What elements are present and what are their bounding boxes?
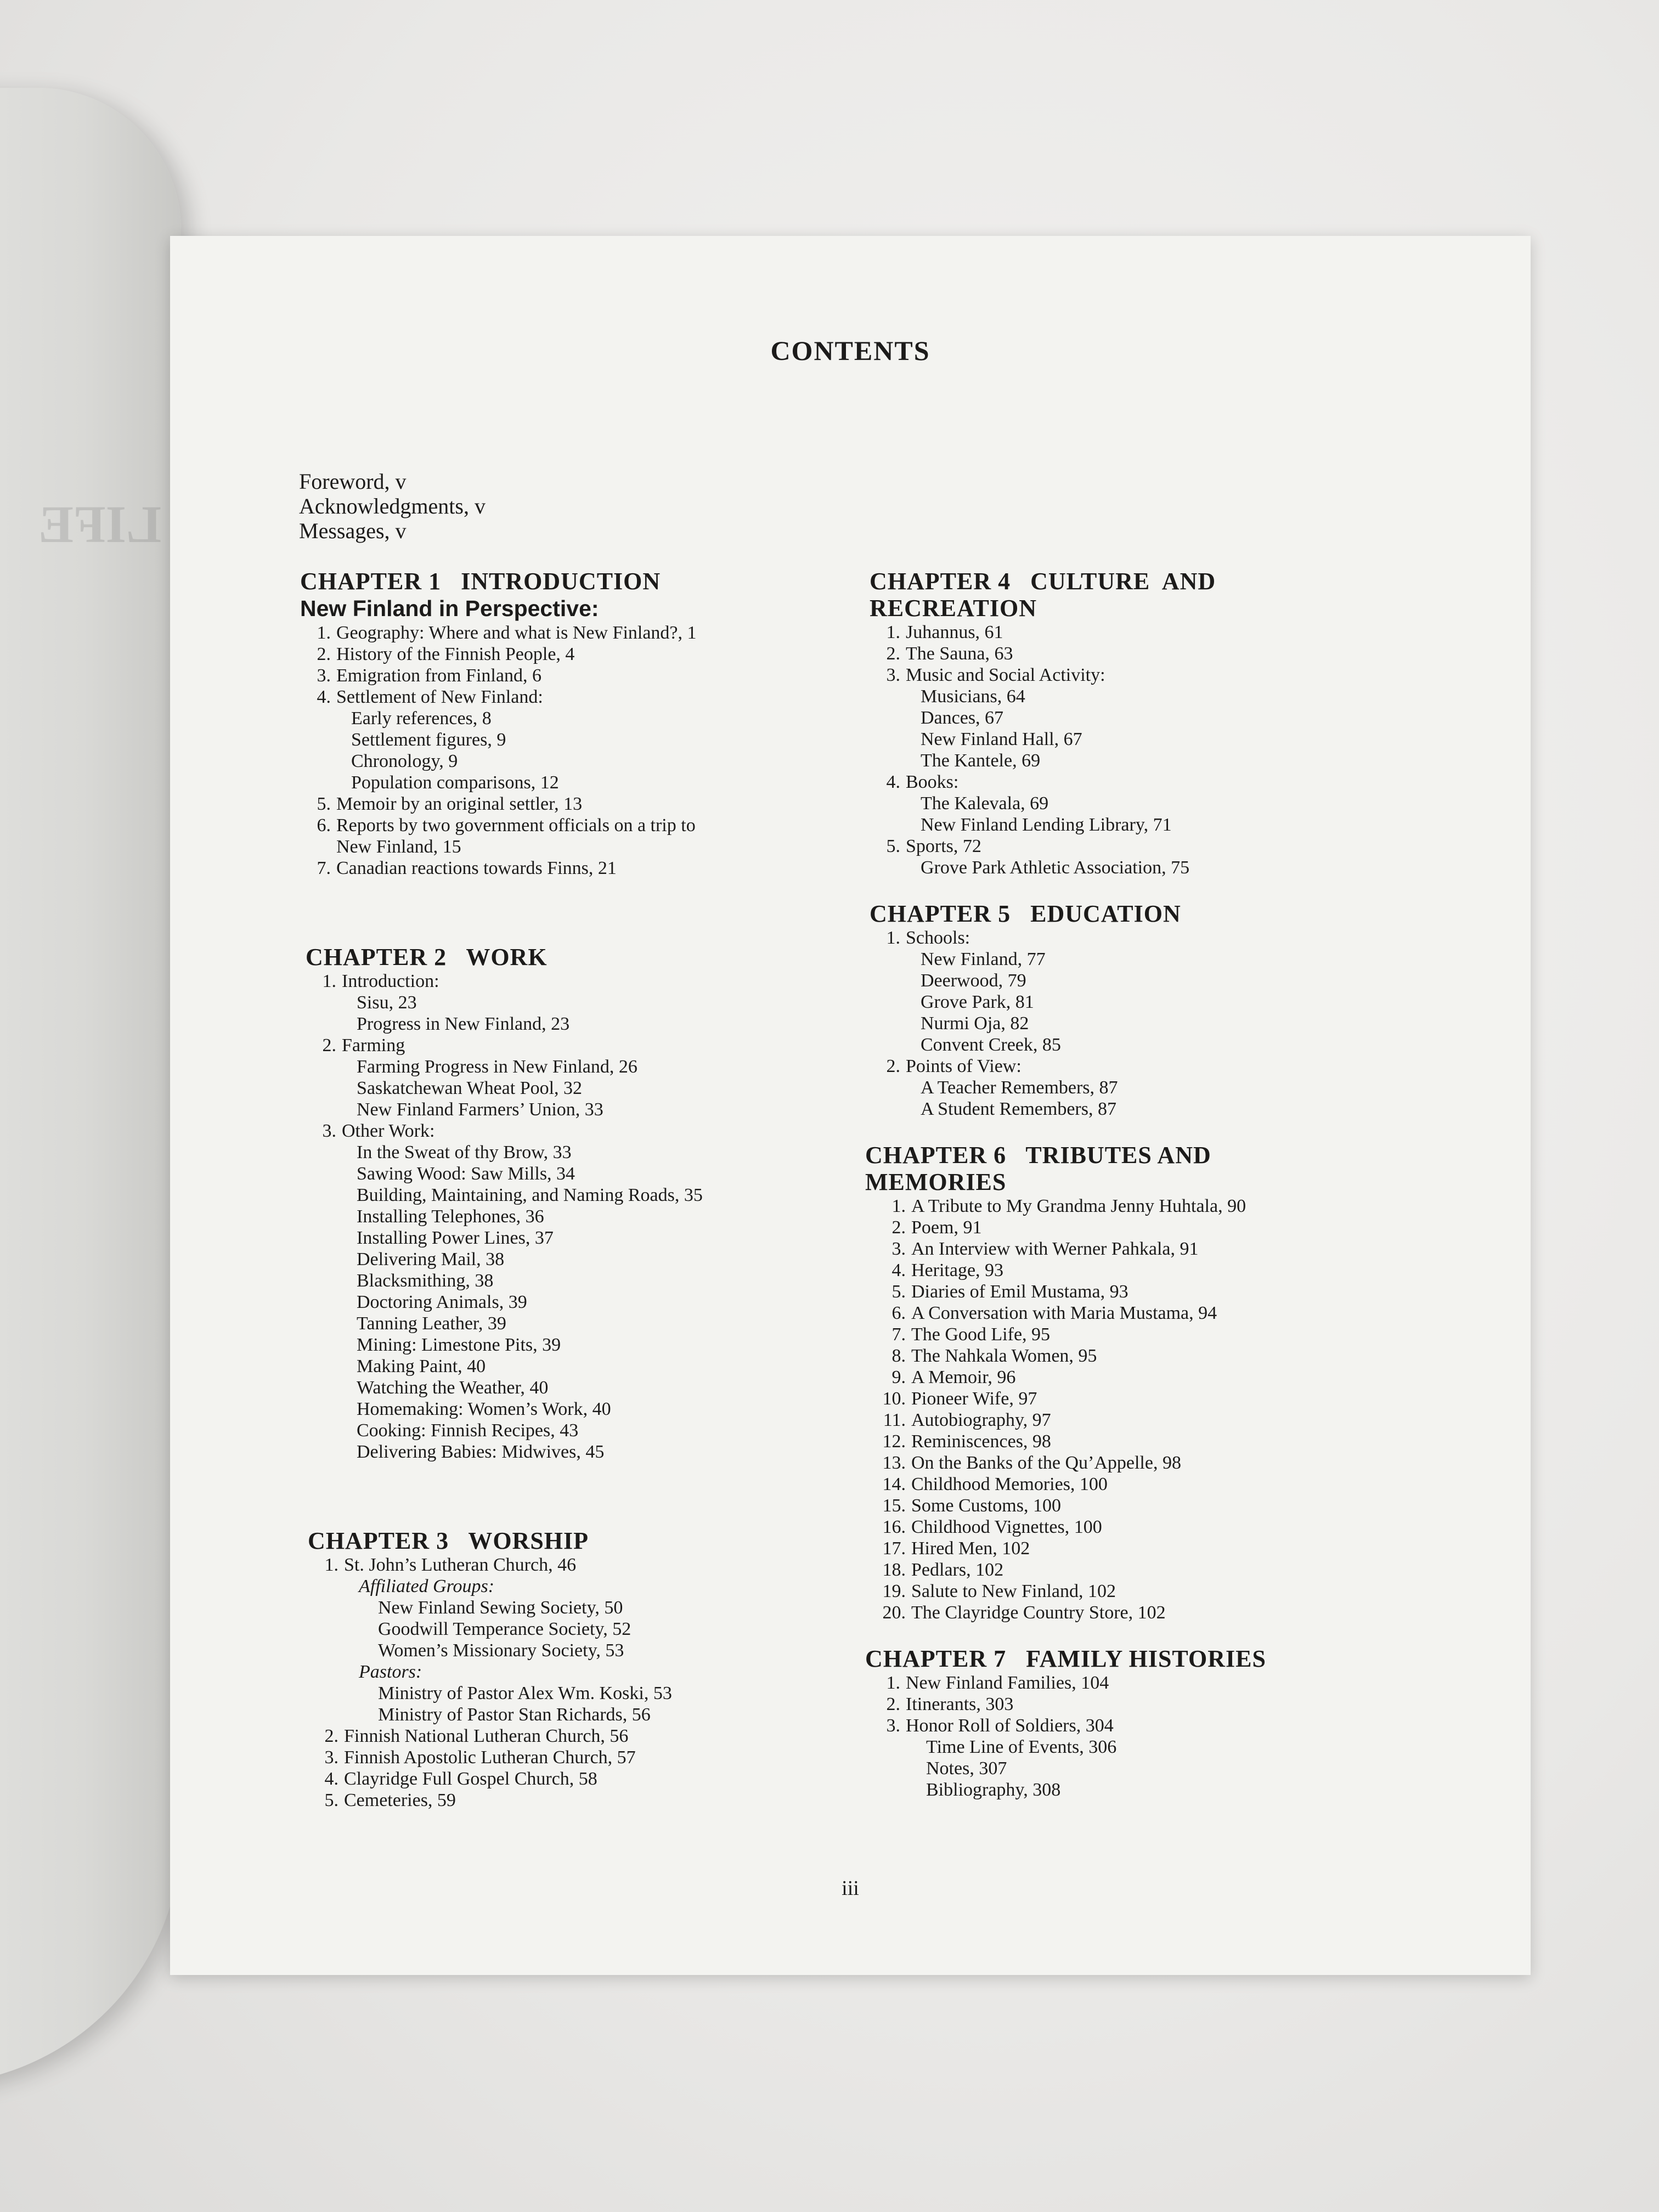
toc-entry: 6. A Conversation with Maria Mustama, 94 xyxy=(891,1303,1217,1323)
toc-subentry: A Teacher Remembers, 87 xyxy=(921,1077,1118,1098)
toc-entry: 19. Salute to New Finland, 102 xyxy=(882,1581,1116,1601)
toc-entry: 15. Some Customs, 100 xyxy=(882,1496,1061,1516)
toc-subentry: Grove Park, 81 xyxy=(921,992,1034,1012)
chapter-2-entries xyxy=(300,970,871,1463)
toc-entry: 1. Introduction: xyxy=(322,971,439,991)
toc-subentry: Goodwill Temperance Society, 52 xyxy=(378,1619,631,1639)
front-item: Acknowledgments, v xyxy=(299,494,486,518)
toc-subentry: Bibliography, 308 xyxy=(926,1780,1061,1800)
right-column xyxy=(865,568,1418,1801)
toc-entry: 2. Finnish National Lutheran Church, 56 xyxy=(324,1726,629,1746)
toc-entry: 7. The Good Life, 95 xyxy=(891,1324,1051,1345)
left-page xyxy=(0,88,181,2085)
toc-entry: 5. Sports, 72 xyxy=(886,836,981,856)
toc-entry: 12. Reminiscences, 98 xyxy=(882,1431,1051,1452)
toc-entry: 3. An Interview with Werner Pahkala, 91 xyxy=(891,1239,1199,1259)
toc-entry: 1. St. John’s Lutheran Church, 46 xyxy=(324,1555,577,1575)
toc-entry: 10. Pioneer Wife, 97 xyxy=(882,1389,1037,1409)
toc-entry: 8. The Nahkala Women, 95 xyxy=(891,1346,1097,1366)
toc-entry: 5. Cemeteries, 59 xyxy=(324,1790,456,1810)
chapter-1-subtitle: New Finland in Perspective: xyxy=(300,596,599,621)
toc-entry: 18. Pedlars, 102 xyxy=(882,1560,1004,1580)
toc-entry: 1. A Tribute to My Grandma Jenny Huhtala, 90 xyxy=(891,1196,1246,1216)
toc-entry: 3. Other Work: xyxy=(322,1121,435,1141)
chapter-6-heading: CHAPTER 6 TRIBUTES AND xyxy=(865,1142,1211,1169)
chapter-1-heading: CHAPTER 1 INTRODUCTION xyxy=(300,568,661,595)
contents-page xyxy=(170,236,1531,1975)
toc-subentry: Homemaking: Women’s Work, 40 xyxy=(357,1399,611,1419)
toc-subentry: Tanning Leather, 39 xyxy=(357,1313,506,1334)
front-matter xyxy=(299,469,486,543)
toc-subentry: Women’s Missionary Society, 53 xyxy=(378,1640,624,1661)
toc-subentry: Notes, 307 xyxy=(926,1758,1007,1779)
toc-subentry: Nurmi Oja, 82 xyxy=(921,1013,1029,1034)
toc-entry: 4. Heritage, 93 xyxy=(891,1260,1004,1280)
toc-entry: 3. Honor Roll of Soldiers, 304 xyxy=(886,1716,1114,1736)
toc-entry: 5. Diaries of Emil Mustama, 93 xyxy=(891,1282,1128,1302)
front-item: Foreword, v xyxy=(299,469,407,494)
toc-subentry: Early references, 8 xyxy=(351,708,492,729)
toc-subentry: Chronology, 9 xyxy=(351,751,458,771)
toc-entry: 1. New Finland Families, 104 xyxy=(886,1673,1109,1693)
toc-subentry: Convent Creek, 85 xyxy=(921,1035,1061,1055)
toc-subentry: Delivering Babies: Midwives, 45 xyxy=(357,1442,605,1462)
chapter-6-heading-cont: MEMORIES xyxy=(865,1169,1007,1195)
page-number: iii xyxy=(842,1877,859,1900)
toc-subentry: Dances, 67 xyxy=(921,708,1004,728)
toc-entry: 2. Itinerants, 303 xyxy=(886,1694,1014,1714)
toc-subentry: Installing Telephones, 36 xyxy=(357,1206,544,1227)
toc-entry: 16. Childhood Vignettes, 100 xyxy=(882,1517,1102,1537)
toc-subentry: Settlement figures, 9 xyxy=(351,730,506,750)
toc-subentry: The Kalevala, 69 xyxy=(921,793,1049,814)
toc-subentry: Blacksmithing, 38 xyxy=(357,1271,494,1291)
toc-subentry: Mining: Limestone Pits, 39 xyxy=(357,1335,561,1355)
toc-subentry: In the Sweat of thy Brow, 33 xyxy=(357,1142,572,1163)
toc-subentry: New Finland Farmers’ Union, 33 xyxy=(357,1099,603,1120)
toc-entry: 20. The Clayridge Country Store, 102 xyxy=(882,1602,1166,1623)
toc-entry: 7. Canadian reactions towards Finns, 21 xyxy=(317,858,617,878)
chapter-3-heading: CHAPTER 3 WORSHIP xyxy=(308,1527,589,1554)
chapter-6-entries xyxy=(870,1195,1418,1623)
toc-subentry: Farming Progress in New Finland, 26 xyxy=(357,1057,637,1077)
toc-entry: 4. Settlement of New Finland: xyxy=(317,687,543,707)
toc-subentry: Sisu, 23 xyxy=(357,992,417,1013)
toc-subentry: New Finland Sewing Society, 50 xyxy=(378,1598,623,1618)
toc-subentry: New Finland Hall, 67 xyxy=(921,729,1082,749)
toc-group-label: Affiliated Groups: xyxy=(359,1576,495,1596)
chapter-4-heading: CHAPTER 4 CULTURE AND xyxy=(870,568,1216,595)
toc-entry: 4. Clayridge Full Gospel Church, 58 xyxy=(324,1769,597,1789)
toc-subentry: Installing Power Lines, 37 xyxy=(357,1228,554,1248)
toc-entry: 1. Schools: xyxy=(886,928,970,948)
toc-subentry: New Finland, 77 xyxy=(921,949,1046,969)
toc-subentry: Grove Park Athletic Association, 75 xyxy=(921,857,1190,878)
toc-subentry: The Kantele, 69 xyxy=(921,751,1041,771)
chapter-5-heading: CHAPTER 5 EDUCATION xyxy=(870,900,1181,927)
toc-subentry: Saskatchewan Wheat Pool, 32 xyxy=(357,1078,583,1098)
chapter-3-entries xyxy=(300,1554,871,1811)
toc-subentry: A Student Remembers, 87 xyxy=(921,1099,1116,1119)
toc-entry: 1. Juhannus, 61 xyxy=(886,622,1003,642)
toc-entry: 3. Emigration from Finland, 6 xyxy=(317,665,541,686)
toc-entry: 2. Poem, 91 xyxy=(891,1217,982,1238)
toc-subentry: Musicians, 64 xyxy=(921,686,1025,707)
left-column xyxy=(300,568,871,1811)
toc-entry: 17. Hired Men, 102 xyxy=(882,1538,1030,1559)
toc-subentry: Ministry of Pastor Stan Richards, 56 xyxy=(378,1705,651,1725)
chapter-7-heading: CHAPTER 7 FAMILY HISTORIES xyxy=(865,1645,1266,1672)
show-through-text: LIFE xyxy=(38,495,162,554)
toc-entry: 2. Farming xyxy=(322,1035,405,1056)
toc-entry: 6. Reports by two government officials on a trip to xyxy=(317,815,696,836)
toc-entry: 4. Books: xyxy=(886,772,959,792)
toc-group-label: Pastors: xyxy=(359,1662,422,1682)
toc-entry: 14. Childhood Memories, 100 xyxy=(882,1474,1108,1494)
toc-entry: 2. Points of View: xyxy=(886,1056,1022,1076)
toc-entry: 3. Music and Social Activity: xyxy=(886,665,1105,685)
toc-subentry: Doctoring Animals, 39 xyxy=(357,1292,527,1312)
toc-entry: 3. Finnish Apostolic Lutheran Church, 57 xyxy=(324,1747,636,1768)
toc-subentry: Watching the Weather, 40 xyxy=(357,1378,549,1398)
toc-entry: 2. The Sauna, 63 xyxy=(886,644,1013,664)
chapter-2-heading: CHAPTER 2 WORK xyxy=(306,944,548,970)
toc-subentry: Population comparisons, 12 xyxy=(351,772,559,793)
toc-entry: 13. On the Banks of the Qu’Appelle, 98 xyxy=(882,1453,1181,1473)
toc-entry-continued: New Finland, 15 xyxy=(336,837,461,857)
chapter-4-heading-cont: RECREATION xyxy=(870,595,1037,622)
toc-subentry: Time Line of Events, 306 xyxy=(926,1737,1117,1757)
toc-subentry: Deerwood, 79 xyxy=(921,970,1026,991)
toc-subentry: Ministry of Pastor Alex Wm. Koski, 53 xyxy=(378,1683,672,1703)
toc-subentry: Progress in New Finland, 23 xyxy=(357,1014,570,1034)
toc-entry: 1. Geography: Where and what is New Finland?, 1 xyxy=(317,623,697,643)
toc-entry: 2. History of the Finnish People, 4 xyxy=(317,644,575,664)
toc-entry: 9. A Memoir, 96 xyxy=(891,1367,1016,1387)
toc-entry: 11. Autobiography, 97 xyxy=(883,1410,1051,1430)
toc-subentry: Delivering Mail, 38 xyxy=(357,1249,505,1269)
toc-subentry: Cooking: Finnish Recipes, 43 xyxy=(357,1420,579,1441)
toc-subentry: Sawing Wood: Saw Mills, 34 xyxy=(357,1164,575,1184)
toc-subentry: Building, Maintaining, and Naming Roads, 35 xyxy=(357,1185,703,1205)
front-item: Messages, v xyxy=(299,518,407,543)
toc-entry: 5. Memoir by an original settler, 13 xyxy=(317,794,583,814)
toc-subentry: Making Paint, 40 xyxy=(357,1356,486,1376)
page-title: CONTENTS xyxy=(770,335,930,366)
toc-subentry: New Finland Lending Library, 71 xyxy=(921,815,1172,835)
